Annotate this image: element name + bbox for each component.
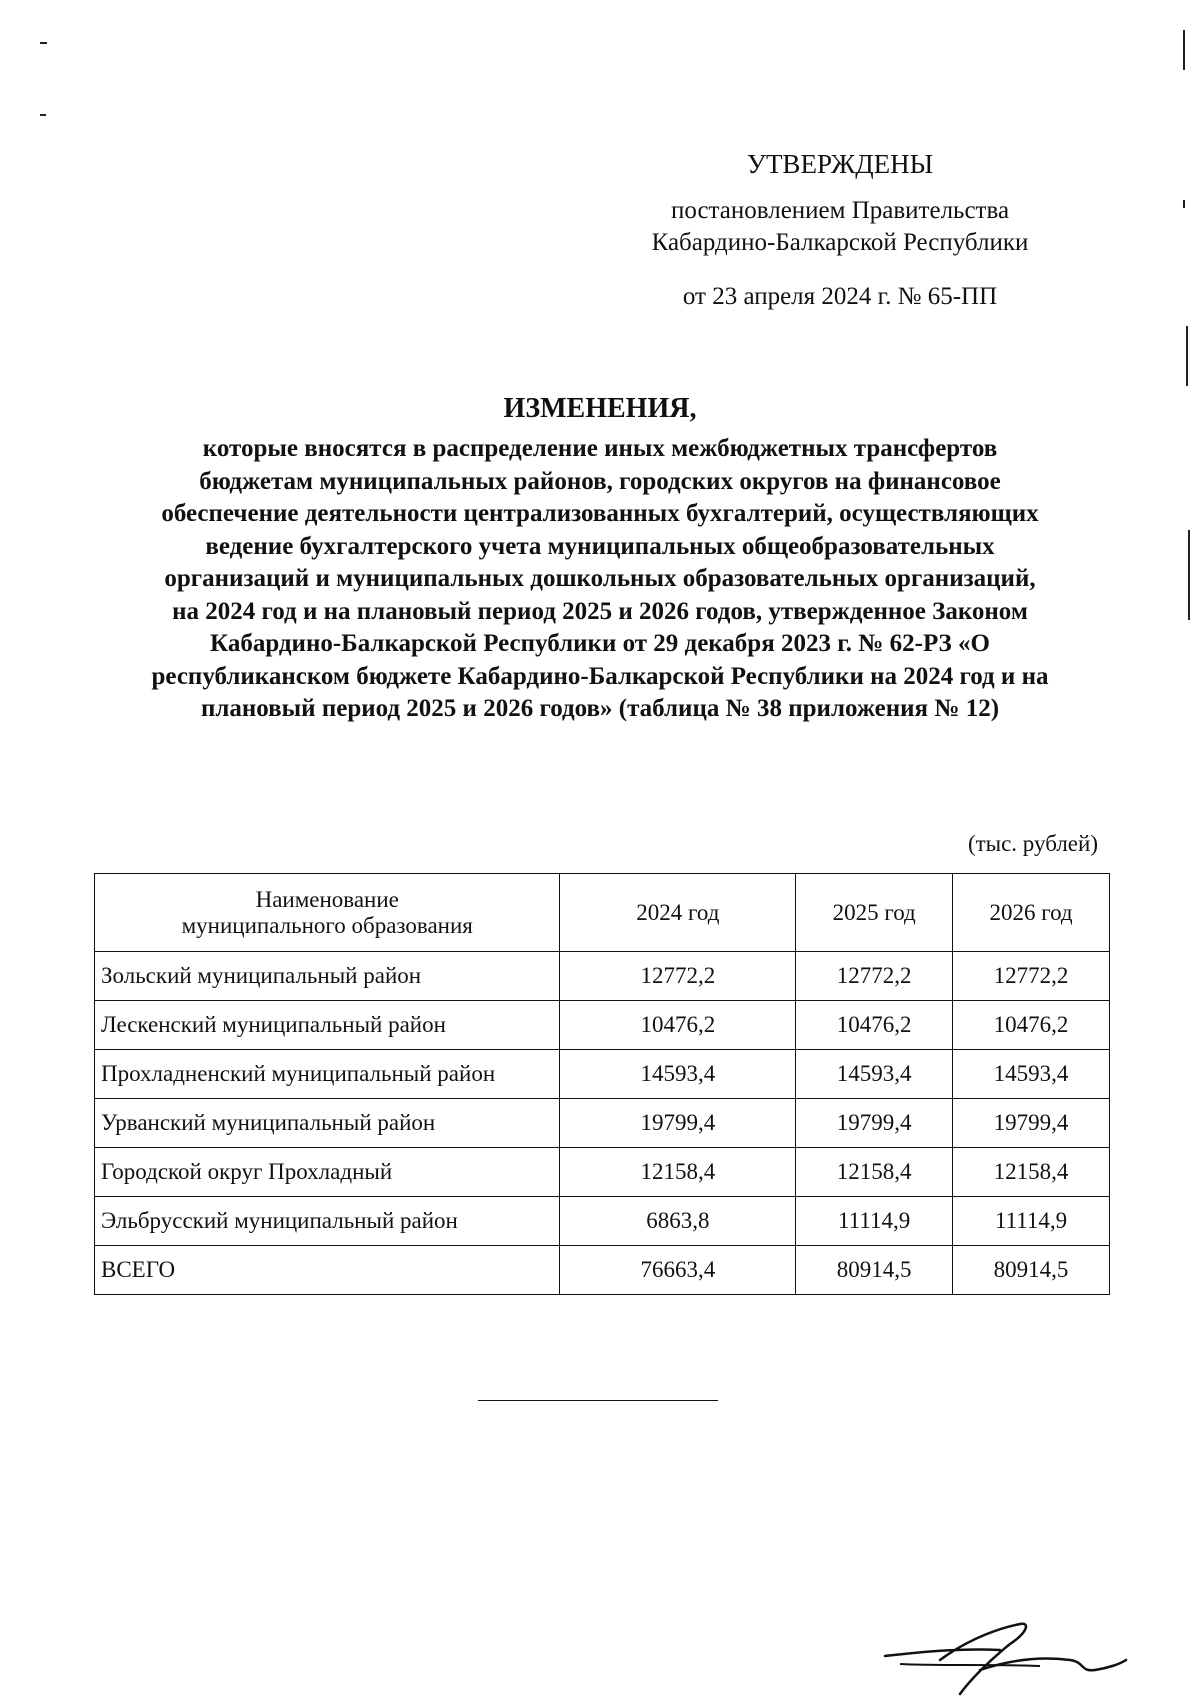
end-rule [478, 1400, 718, 1401]
approval-date: от 23 апреля 2024 г. № 65-ПП [682, 283, 998, 310]
header-2026: 2026 год [953, 874, 1110, 952]
row-2024: 12158,4 [560, 1148, 796, 1197]
row-name: Зольский муниципальный район [95, 952, 560, 1001]
row-2024: 12772,2 [560, 952, 796, 1001]
approval-title: УТВЕРЖДЕНЫ [746, 149, 934, 179]
table-row [95, 952, 1110, 1001]
scan-mark [1188, 530, 1190, 620]
table-row [95, 1148, 1110, 1197]
row-name: Городской округ Прохладный [95, 1148, 560, 1197]
table-row [95, 1001, 1110, 1050]
row-2024: 6863,8 [560, 1197, 796, 1246]
row-2026: 12158,4 [953, 1148, 1110, 1197]
total-2025: 80914,5 [796, 1246, 953, 1295]
row-2024: 14593,4 [560, 1050, 796, 1099]
row-name: Урванский муниципальный район [95, 1099, 560, 1148]
row-name: Прохладненский муниципальный район [95, 1050, 560, 1099]
header-municipality-line1: Наименование [255, 886, 399, 912]
header-2024: 2024 год [560, 874, 796, 952]
row-2024: 10476,2 [560, 1001, 796, 1050]
scan-mark [1186, 326, 1188, 386]
row-2025: 19799,4 [796, 1099, 953, 1148]
row-2025: 14593,4 [796, 1050, 953, 1099]
row-name: Лескенский муниципальный район [95, 1001, 560, 1050]
row-2026: 12772,2 [953, 952, 1110, 1001]
table-row [95, 1099, 1110, 1148]
row-2024: 19799,4 [560, 1099, 796, 1148]
approval-organization: Кабардино-Балкарской Республики [651, 229, 1029, 256]
row-2025: 12158,4 [796, 1148, 953, 1197]
approval-by-line: постановлением Правительства [670, 197, 1010, 224]
row-2025: 10476,2 [796, 1001, 953, 1050]
header-municipality [95, 874, 560, 952]
row-name: Эльбрусский муниципальный район [95, 1197, 560, 1246]
units-label: (тыс. рублей) [967, 831, 1098, 856]
total-2026: 80914,5 [953, 1246, 1110, 1295]
table-total-row [95, 1246, 1110, 1295]
row-2025: 11114,9 [796, 1197, 953, 1246]
row-2026: 19799,4 [953, 1099, 1110, 1148]
row-2026: 10476,2 [953, 1001, 1110, 1050]
scan-mark [40, 114, 46, 116]
table-row [95, 1050, 1110, 1099]
signature-icon [880, 1620, 1130, 1697]
header-municipality-line2: муниципального образования [181, 912, 473, 938]
scan-mark [40, 42, 47, 44]
document-heading: ИЗМЕНЕНИЯ, [503, 393, 697, 424]
table-header-row [95, 874, 1110, 952]
table-row [95, 1197, 1110, 1246]
row-2026: 11114,9 [953, 1197, 1110, 1246]
row-2026: 14593,4 [953, 1050, 1110, 1099]
scan-mark [1183, 200, 1185, 208]
scan-mark [1183, 30, 1185, 70]
document-subtitle: которые вносятся в распределение иных межбюджетных трансфертов бюджетам муниципальных районов, городских округов на финансовое обеспечение деятельности централизованных бухгалтерий, осуществляющих ведение бухгалтерского учета муниципальных общеобразовательных организаций и муниципальных дошкольных образовательных организаций, на 2024 год и на плановый период 2025 и 2026 годов, утвержденное Законом Кабардино-Балкарской Республики от 29 декабря 2023 г. № 62-РЗ «О республиканском бюджете Кабардино-Балкарской Республики на 2024 год и на плановый период 2025 и 2026 годов» (таблица № 38 приложения № 12) [151, 435, 1049, 722]
total-label: ВСЕГО [95, 1246, 560, 1295]
budget-table [94, 873, 1110, 1295]
total-2024: 76663,4 [560, 1246, 796, 1295]
row-2025: 12772,2 [796, 952, 953, 1001]
header-2025: 2025 год [796, 874, 953, 952]
